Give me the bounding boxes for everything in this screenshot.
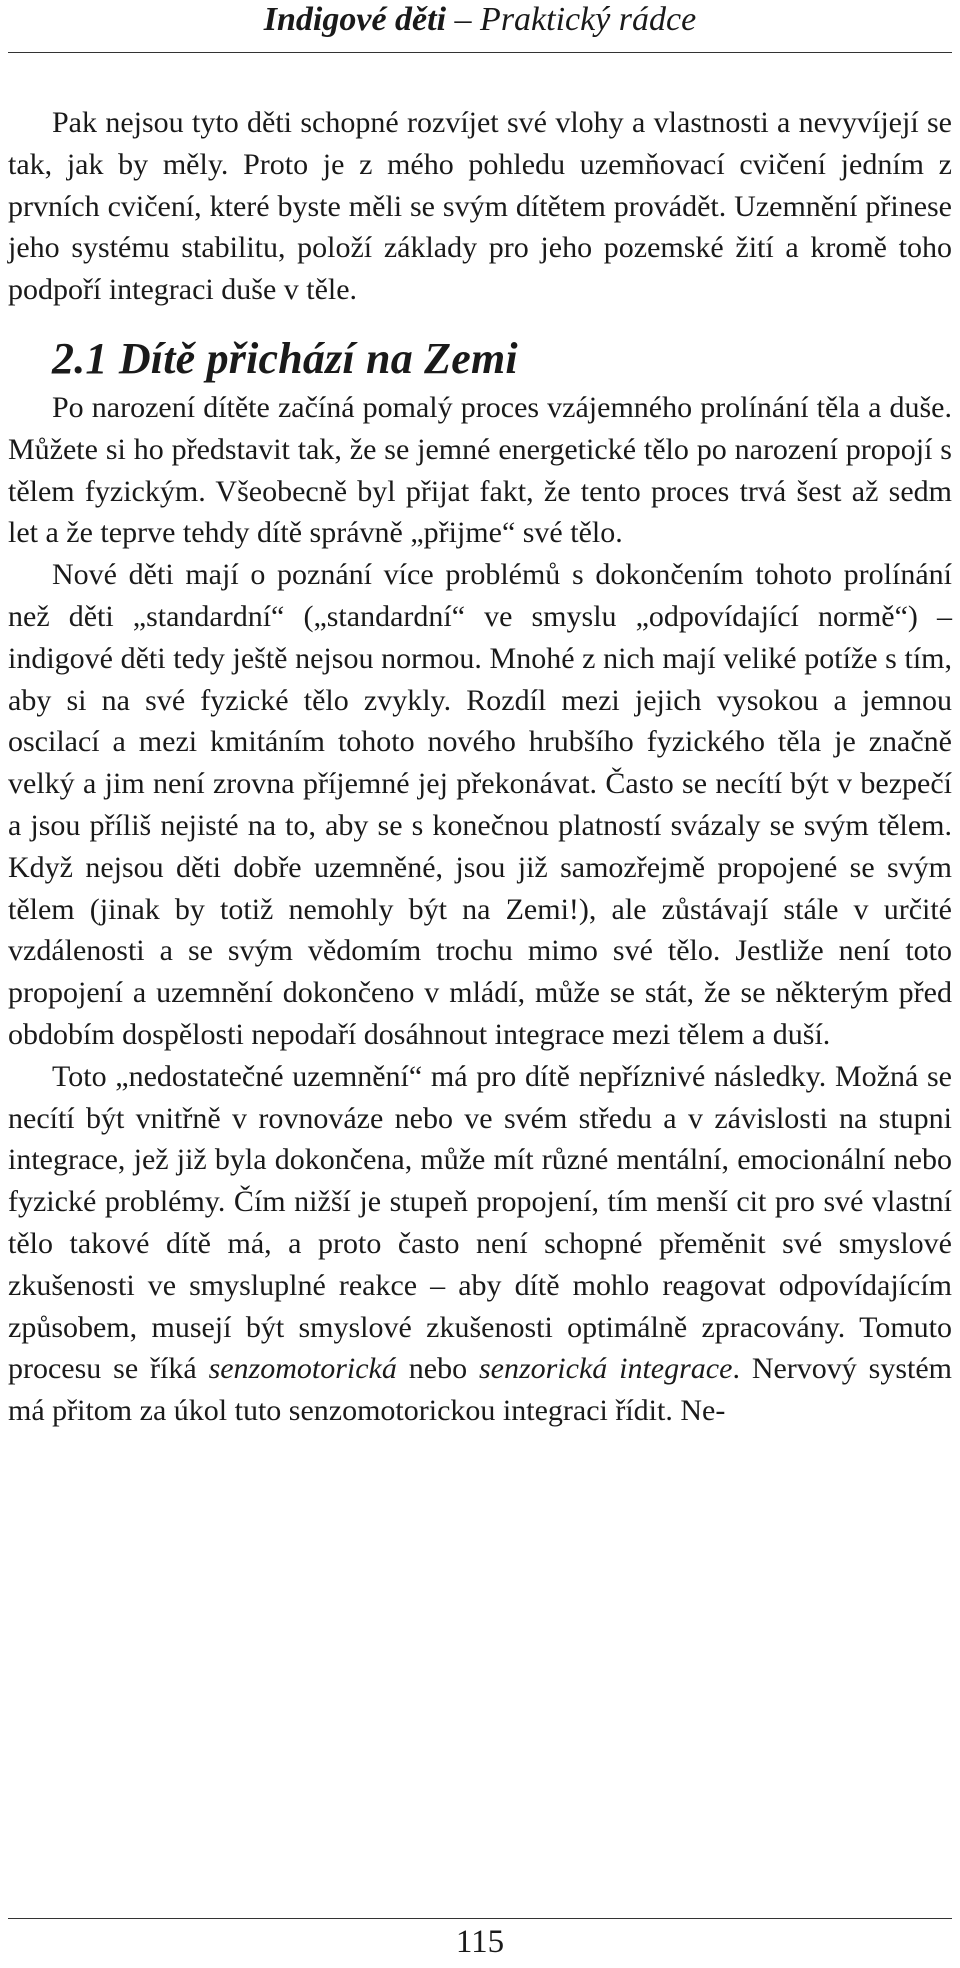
paragraph-text: Toto „nedostatečné uzemnění“ má pro dítě nepříznivé následky. Možná se necítí být vnitřně v rovnováze nebo ve svém středu a v závislosti na stupni integrace, jež již byla dokončena, může mít různé mentální, emocionální nebo fyzické problémy. Čím nižší je stupeň propojení, tím menší cit pro své vlastní tělo takové dítě má, a proto často není schopné přeměnit své smyslové zkušenosti ve smysluplné reakce – aby dítě mohlo reagovat odpovídajícím způsobem, musejí být smyslové zkušenosti optimálně zpracovány. Tomuto procesu se říká <box>8 1059 952 1386</box>
body-paragraph-last <box>8 1056 952 1432</box>
italic-term-senzomotoricka: senzomotorická <box>208 1352 397 1386</box>
paragraph-connector: nebo <box>396 1352 479 1386</box>
page-number: 115 <box>455 1924 505 1960</box>
paragraph-text-end: . Nervový systém má přitom za úkol tuto senzomotorickou integraci řídit. Ne- <box>8 1352 952 1428</box>
italic-term-senzoricka-integrace: senzorická integrace <box>478 1352 733 1386</box>
book-title: Indigové děti <box>263 1 447 38</box>
section-title: Dítě přichází na Zemi <box>118 333 518 383</box>
header-divider <box>8 52 952 53</box>
header-separator: – <box>454 1 472 38</box>
running-header <box>8 0 952 50</box>
body-paragraph: Nové děti mají o poznání více problémů s dokončením tohoto prolínání než děti „standardní“ („standardní“ ve smyslu „odpovídající normě“) – indigové děti tedy ještě nejsou normou. Mnohé z nich mají veliké potíže s tím, aby si na své fyzické tělo zvykly. Rozdíl mezi jejich vysokou a jemnou oscilací a mezi kmitáním tohoto nového hrubšího fyzického těla je značně velký a jim není zrovna příjemné jej překonávat. Často se necítí být v bezpečí a jsou příliš nejisté na to, aby se s konečnou platností svázaly se svým tělem. Když nejsou děti dobře uzemněné, jsou již samozřejmě propojené se svým tělem (jinak by totiž nemohly být na Zemi!), ale zůstávají stále v určité vzdálenosti a se svým vědomím trochu mimo své tělo. Jestliže není toto propojení a uzemnění dokončeno v mládí, může se stát, že se některým před obdobím dospělosti nepodaří dosáhnout integrace mezi tělem a duší. <box>8 558 952 1051</box>
intro-paragraph: Pak nejsou tyto děti schopné rozvíjet své vlohy a vlastnosti a nevyvíjejí se tak, jak by měly. Proto je z mého pohledu uzemňovací cvičení jedním z prvních cvičení, které byste měli se svým dítětem provádět. Uzemnění přinese jeho systému stabilitu, položí základy pro jeho pozemské žití a kromě toho podpoří integraci duše v těle. <box>8 106 952 307</box>
section-number: 2.1 <box>52 333 108 383</box>
body-paragraph: Po narození dítěte začíná pomalý proces vzájemného prolínání těla a duše. Můžete si ho představit tak, že se jemné energetické tělo po narození propojí s tělem fyzickým. Všeobecně byl přijat fakt, že tento proces trvá šest až sedm let a že teprve tehdy dítě správně „přijme“ své tělo. <box>8 390 952 550</box>
section-heading <box>8 331 952 387</box>
footer-divider <box>8 1918 952 1919</box>
book-subtitle: Praktický rádce <box>480 1 697 38</box>
page-body <box>8 102 952 1432</box>
